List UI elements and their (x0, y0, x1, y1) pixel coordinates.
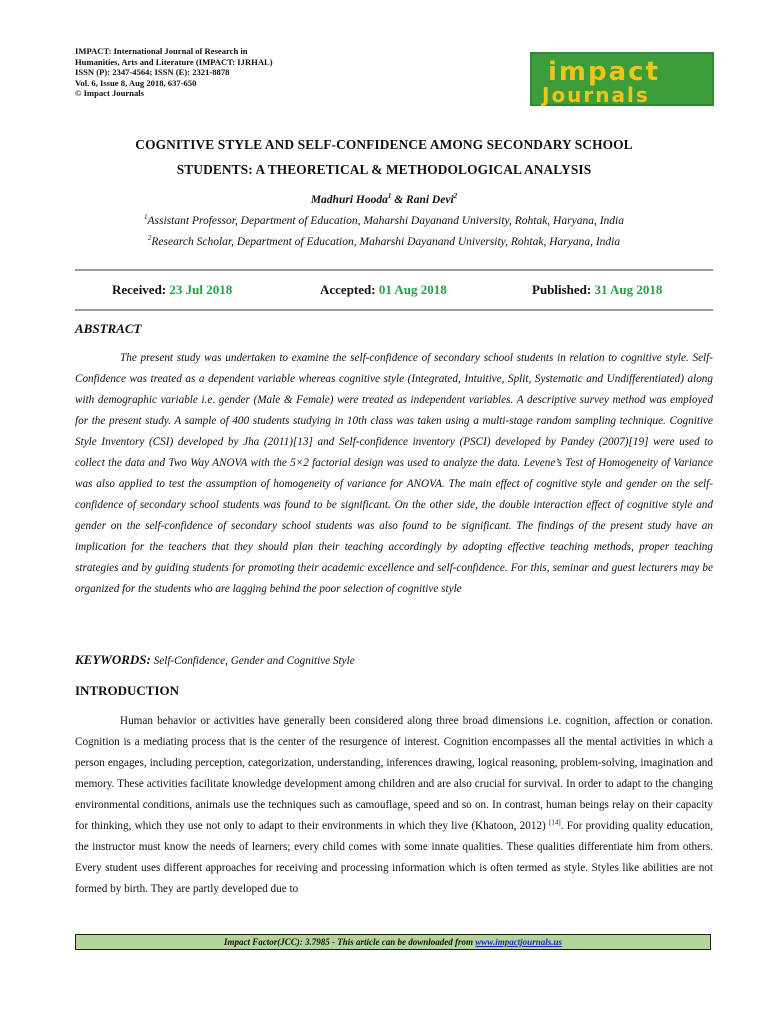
author-1: Madhuri Hooda (310, 194, 388, 206)
introduction-heading: INTRODUCTION (75, 683, 180, 698)
citation-14: [14] (549, 818, 561, 827)
journal-copyright: © Impact Journals (75, 88, 144, 99)
author-1-sup: 1 (387, 192, 392, 201)
received-value: 23 Jul 2018 (169, 282, 233, 297)
journal-header (75, 46, 375, 99)
footer-link[interactable]: www.impactjournals.us (475, 937, 562, 947)
journal-issn: ISSN (P): 2347-4564; ISSN (E): 2321-8878 (75, 67, 230, 78)
published-label: Published: (532, 282, 595, 297)
published-date (532, 282, 662, 298)
logo-top-text: impact (548, 57, 661, 87)
author-2: Rani Devi (406, 194, 454, 206)
journal-volume: Vol. 6, Issue 8, Aug 2018, 637-650 (75, 77, 197, 88)
keywords (75, 652, 355, 668)
affiliation-2-sup: 2 (147, 234, 152, 243)
affiliation-1-sup: 1 (144, 213, 148, 222)
introduction-text-b: . For providing quality education, the instructor must know the needs of learners; every child comes with some innate qualities. These qualities differentiate him from others. Every student uses different approaches for receiving and processing information which is often termed as style. Styles like abilities are not formed by birth. They are partly developed due to (75, 820, 713, 895)
footer-banner (75, 934, 711, 950)
footer-text: Impact Factor(JCC): 3.7985 - This article can be downloaded from (224, 937, 476, 947)
keywords-text: Self-Confidence, Gender and Cognitive Style (150, 655, 355, 667)
received-label: Received: (112, 282, 170, 297)
published-value: 31 Aug 2018 (594, 282, 663, 297)
accepted-date (320, 282, 447, 298)
impact-journals-logo (530, 52, 714, 106)
logo-bottom-text: Journals (542, 83, 650, 106)
affiliation-1 (0, 215, 768, 227)
paper-title-line2: STUDENTS: A THEORETICAL & METHODOLOGICAL ANALYSIS (176, 162, 592, 177)
paper-title-line1: COGNITIVE STYLE AND SELF-CONFIDENCE AMONG SECONDARY SCHOOL (135, 137, 633, 152)
accepted-value: 01 Aug 2018 (378, 282, 447, 297)
keywords-label: KEYWORDS: (75, 652, 151, 667)
affiliation-1-text: Assistant Professor, Department of Education, Maharshi Dayanand University, Rohtak, Haryana, India (147, 215, 624, 227)
abstract-text: The present study was undertaken to examine the self-confidence of secondary school students in relation to cognitive style. Self-Confidence was treated as a dependent variable whereas cognitive style (Integrated, Intuitive, Split, Systematic and Undifferentiated) along with demographic variable i.e. gender (Male & Female) were treated as independent variables. A descriptive survey method was employed for the present study. A sample of 400 students studying in 10th class was taken using a multi-stage random sampling technique. Cognitive Style Inventory (CSI) developed by Jha (2011)[13] and Self-confidence inventory (PSCI) developed by Pandey (2007)[19] were used to collect the data and Two Way ANOVA with the 5×2 factorial design was used to analyze the data. Levene’s Test of Homogeneity of Variance was also applied to test the assumption of homogeneity of variance for ANOVA. The main effect of cognitive style and gender on the self-confidence of secondary school students was found to be significant. On the other side, the double interaction effect of cognitive style and gender on the self-confidence of secondary school students was also found to be significant. The findings of the present study have an implication for the teachers that they should plan their teaching accordingly by adopting effective teaching methods, proper teaching strategies and by guiding students for promoting their academic excellence and self-confidence. For this, seminar and guest lecturers may be organized for the students who are lagging behind the poor selection of cognitive style (75, 352, 713, 595)
journal-name-line1: IMPACT: International Journal of Research in (75, 46, 248, 56)
divider-top (75, 269, 713, 271)
authors (0, 194, 768, 206)
affiliation-2-text: Research Scholar, Department of Education, Maharshi Dayanand University, Rohtak, Haryana, India (151, 236, 621, 248)
author-connector: & (391, 194, 407, 206)
author-2-sup: 2 (453, 192, 458, 201)
abstract-heading: ABSTRACT (75, 321, 142, 336)
accepted-label: Accepted: (320, 282, 379, 297)
divider-bottom (75, 309, 713, 311)
journal-name-line2: Humanities, Arts and Literature (IMPACT: IJRHAL) (75, 56, 273, 67)
received-date (112, 282, 232, 298)
introduction-text (75, 711, 713, 900)
introduction-text-a: Human behavior or activities have generally been considered along three broad dimensions i.e. cognition, affection or conation. Cognition is a mediating process that is the center of the resurgence of interest. Cognition encompasses all the mental activities in which a person engages, including perception, categorization, understanding, inferences drawing, logical reasoning, problem-solving, imagination and memory. These activities facilitate knowledge development among children and are also crucial for survival. In order to adapt to the changing environmental conditions, animals use the techniques such as camouflage, speed and so on. In contrast, human beings relay on their capacity for thinking, which they use not only to adapt to their environments in which they live (Khatoon, 2012) (75, 715, 713, 832)
affiliation-2 (0, 236, 768, 248)
